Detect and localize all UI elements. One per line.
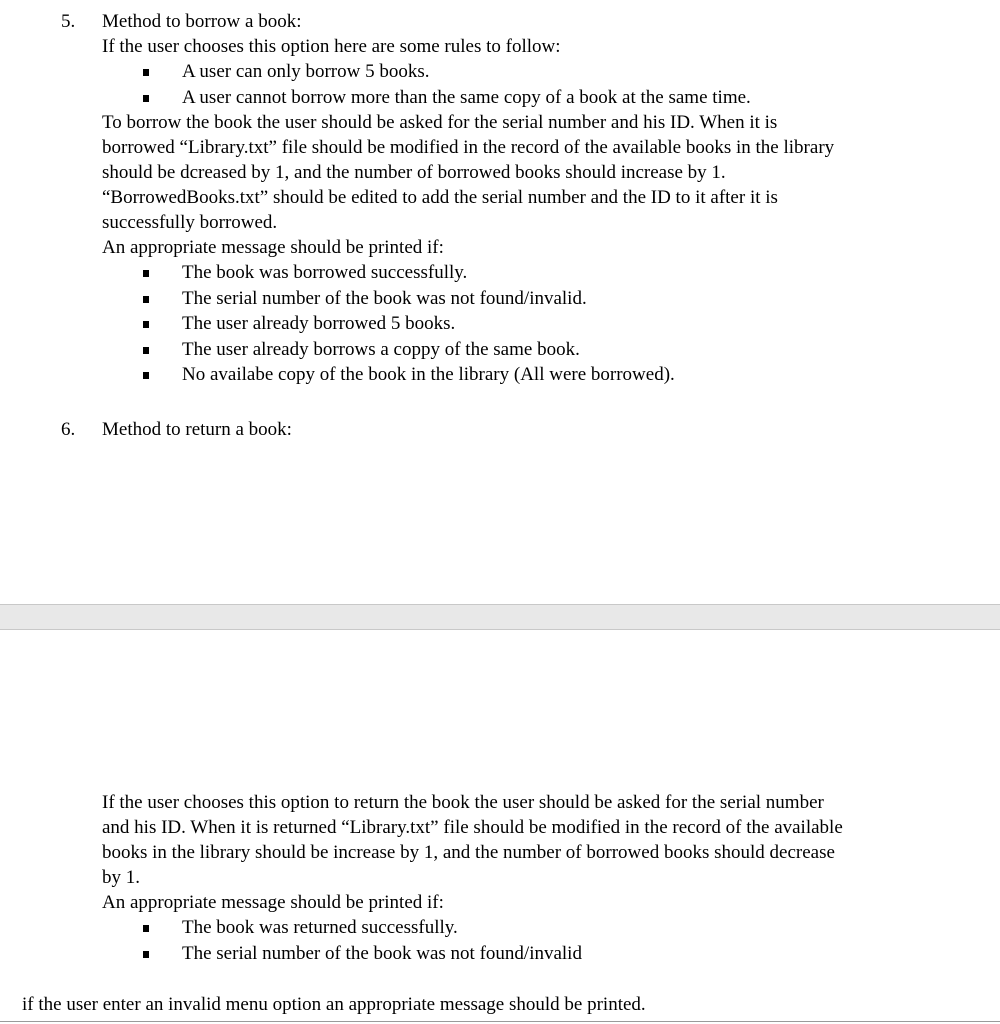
square-bullet-icon <box>143 296 149 303</box>
section-5-description-line: borrowed “Library.txt” file should be modified in the record of the available books in the library <box>102 137 835 158</box>
section-6-description-line: books in the library should be increase by 1, and the number of borrowed books should decrease <box>102 842 835 863</box>
list-item <box>102 311 972 337</box>
section-5-message-intro: An appropriate message should be printed if: <box>102 237 444 258</box>
message-text: The user already borrows a coppy of the same book. <box>182 338 580 360</box>
section-5-number: 5. <box>61 11 76 32</box>
bottom-divider <box>0 1021 1000 1022</box>
section-5-title: Method to borrow a book: <box>102 11 302 32</box>
message-text: The serial number of the book was not found/invalid <box>182 942 582 964</box>
page-break <box>0 604 1000 630</box>
section-6-description-line: If the user chooses this option to return the book the user should be asked for the serial number <box>102 792 824 813</box>
list-item <box>102 941 972 967</box>
list-item <box>102 59 972 85</box>
section-5-description-line: To borrow the book the user should be asked for the serial number and his ID. When it is <box>102 112 778 133</box>
section-6-number: 6. <box>61 419 76 440</box>
section-5-heading <box>0 9 1000 34</box>
message-text: The book was returned successfully. <box>182 917 458 938</box>
square-bullet-icon <box>143 372 149 379</box>
section-6 <box>0 417 1000 442</box>
square-bullet-icon <box>143 95 149 102</box>
section-6-description-line: by 1. <box>102 867 140 888</box>
square-bullet-icon <box>143 69 149 76</box>
message-text: No availabe copy of the book in the library (All were borrowed). <box>182 364 675 385</box>
section-6-title: Method to return a book: <box>102 419 292 440</box>
message-text: The user already borrowed 5 books. <box>182 313 456 334</box>
section-5-description-line: “BorrowedBooks.txt” should be edited to add the serial number and the ID to it after it is <box>102 187 778 208</box>
rule-text: A user can only borrow 5 books. <box>182 61 430 82</box>
square-bullet-icon <box>143 270 149 277</box>
list-item <box>102 286 972 312</box>
rule-text: A user cannot borrow more than the same copy of a book at the same time. <box>182 86 751 108</box>
document-page-bottom <box>0 630 1000 1024</box>
message-text: The serial number of the book was not found/invalid. <box>182 287 587 309</box>
section-5-intro: If the user chooses this option here are some rules to follow: <box>102 36 561 57</box>
square-bullet-icon <box>143 925 149 932</box>
list-item <box>102 362 972 388</box>
list-item <box>102 85 972 111</box>
square-bullet-icon <box>143 347 149 354</box>
list-item <box>102 337 972 363</box>
message-text: The book was borrowed successfully. <box>182 262 468 283</box>
section-5 <box>0 9 1000 388</box>
section-5-body <box>102 34 972 388</box>
section-6-message-intro: An appropriate message should be printed if: <box>102 892 444 913</box>
section-6-messages-list <box>102 915 972 966</box>
section-6-description-line: and his ID. When it is returned “Library.txt” file should be modified in the record of the available <box>102 817 843 838</box>
footer-note: if the user enter an invalid menu option an appropriate message should be printed. <box>22 994 646 1015</box>
section-5-messages-list <box>102 260 972 388</box>
section-6-heading <box>0 417 1000 442</box>
list-item <box>102 260 972 286</box>
section-6-body <box>102 790 972 966</box>
section-5-description-line: successfully borrowed. <box>102 212 278 233</box>
square-bullet-icon <box>143 951 149 958</box>
section-5-description-line: should be dcreased by 1, and the number of borrowed books should increase by 1. <box>102 162 726 183</box>
list-item <box>102 915 972 941</box>
square-bullet-icon <box>143 321 149 328</box>
section-6-continued <box>0 790 1000 966</box>
section-5-rules-list <box>102 59 972 110</box>
